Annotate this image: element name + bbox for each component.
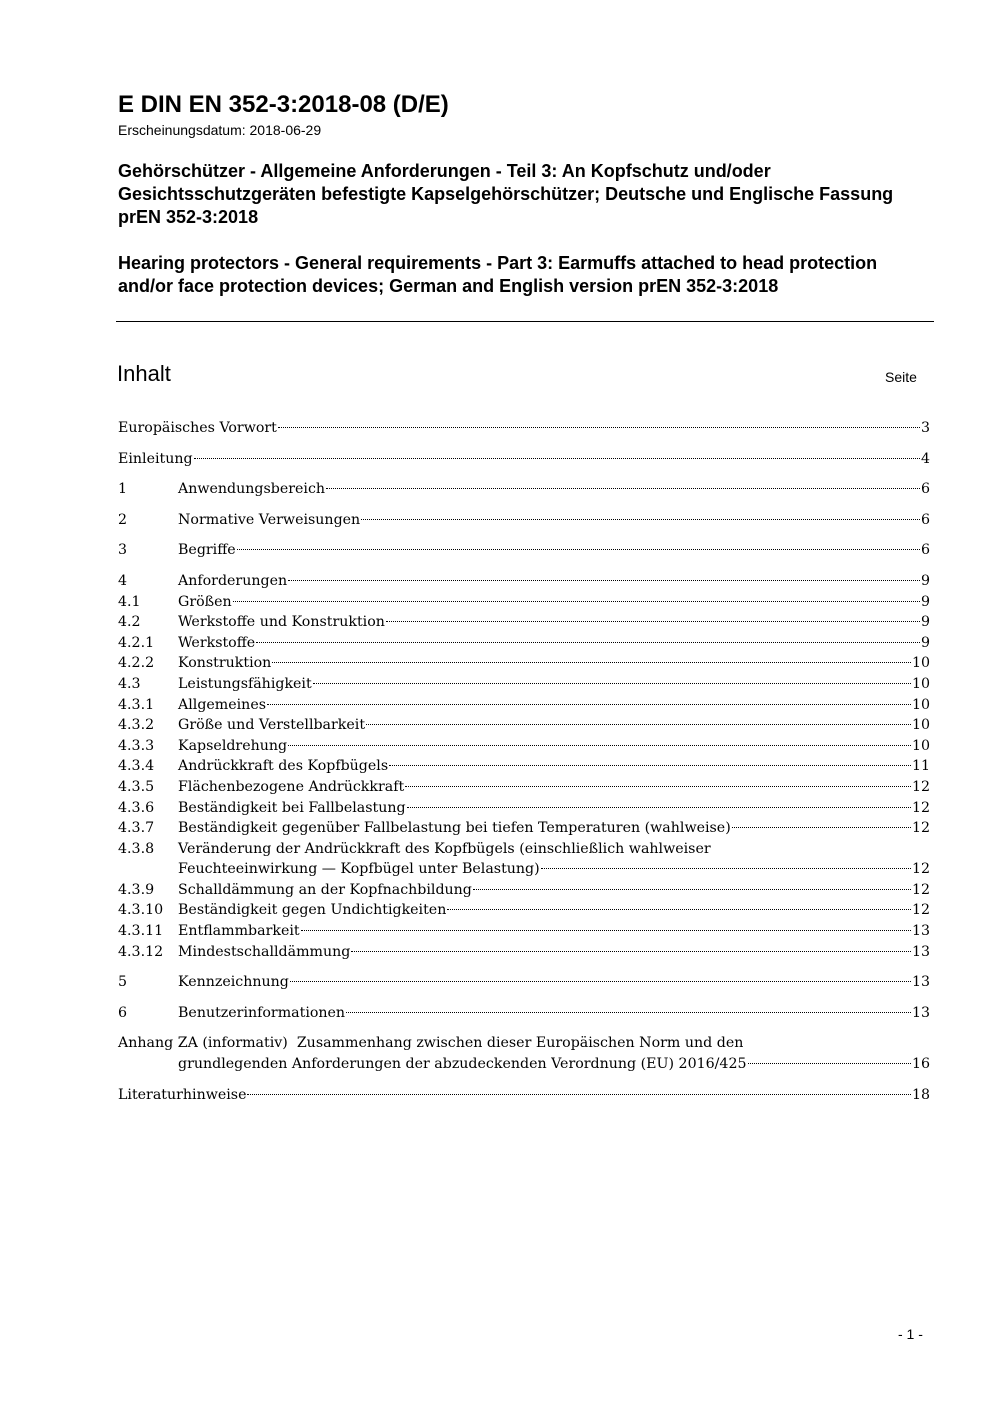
toc-entry[interactable] — [118, 653, 930, 674]
toc-entry-page: 9 — [920, 614, 930, 631]
toc-entry[interactable] — [118, 777, 930, 798]
toc-entry[interactable] — [118, 449, 930, 470]
dot-leader — [194, 457, 920, 459]
toc-entry-title: Europäisches Vorwort — [118, 420, 277, 436]
toc-entry[interactable] — [118, 418, 930, 439]
toc-entry[interactable] — [118, 839, 930, 880]
toc-entry[interactable] — [118, 818, 930, 839]
toc-entry-page: 9 — [920, 634, 930, 651]
toc-entry-number: 4.1 — [118, 593, 141, 610]
toc-entry-title: Beständigkeit gegen Undichtigkeiten — [178, 902, 447, 919]
toc-entry-page: 13 — [911, 943, 930, 960]
toc-entry[interactable] — [118, 942, 930, 963]
toc-entry-page: 12 — [911, 902, 930, 919]
dot-leader — [447, 908, 911, 910]
toc-entry-page: 12 — [911, 881, 930, 898]
toc-entry-page: 13 — [911, 1004, 930, 1021]
toc-entry-number: 4.3.11 — [118, 923, 164, 940]
toc-entry-title: Werkstoffe — [178, 634, 256, 651]
document-id: E DIN EN 352-3:2018-08 (D/E) — [118, 91, 449, 118]
dot-leader — [267, 703, 911, 705]
toc-entry-title: Anforderungen — [178, 572, 288, 589]
toc-entry[interactable] — [118, 592, 930, 613]
toc-entry-title-line2: Feuchteeinwirkung — Kopfbügel unter Belastung) — [178, 861, 540, 878]
toc-entry[interactable] — [118, 715, 930, 736]
dot-leader — [247, 1093, 910, 1095]
toc-entry-page: 10 — [911, 655, 930, 672]
dot-leader — [351, 950, 911, 952]
toc-entry[interactable] — [118, 798, 930, 819]
title-german: Gehörschützer - Allgemeine Anforderungen - Teil 3: An Kopfschutz und/oder Gesichtsschutzgeräten befestigte Kapselgehörschützer; Deutsche und Englische Fassung prEN 352-3:2018 — [118, 161, 894, 227]
publication-date: Erscheinungsdatum: 2018-06-29 — [118, 122, 322, 138]
toc-entry-page: 10 — [911, 696, 930, 713]
toc-entry-number: 4.3.5 — [118, 778, 155, 795]
toc-entry-number: 4.3.2 — [118, 717, 155, 734]
toc-entry[interactable] — [118, 571, 930, 592]
dot-leader — [278, 426, 920, 428]
toc-entry-title: Werkstoffe und Konstruktion — [178, 614, 385, 631]
toc-entry-page: 12 — [911, 861, 930, 878]
toc-entry-page: 12 — [911, 820, 930, 837]
toc-entry-number: 4.2.1 — [118, 634, 155, 651]
toc-entry-title: Anwendungsbereich — [178, 481, 326, 498]
dot-leader — [288, 744, 911, 746]
table-of-contents — [118, 418, 930, 1105]
toc-entry-title: Beständigkeit gegenüber Fallbelastung bei tiefen Temperaturen (wahlweise) — [178, 820, 731, 837]
toc-entry-number: 4.3.6 — [118, 799, 155, 816]
toc-entry-title: Schalldämmung an der Kopfnachbildung — [178, 881, 472, 898]
toc-entry-page: 3 — [920, 420, 930, 436]
toc-entry-number: 4.3.4 — [118, 758, 155, 775]
toc-entry-title: Literaturhinweise — [118, 1086, 247, 1103]
toc-entry-title: Größen — [178, 593, 232, 610]
toc-entry-page: 9 — [920, 593, 930, 610]
toc-entry-title: Größe und Verstellbarkeit — [178, 717, 366, 734]
toc-entry-page: 4 — [920, 450, 930, 467]
page-number: - 1 - — [898, 1326, 923, 1342]
toc-entry-page: 6 — [920, 542, 930, 559]
toc-entry-number: 2 — [118, 511, 128, 528]
toc-entry-page: 16 — [911, 1056, 930, 1073]
toc-entry-title: Allgemeines — [178, 696, 266, 713]
dot-leader — [361, 518, 920, 520]
toc-entry-number: 1 — [118, 481, 128, 498]
toc-entry[interactable] — [118, 510, 930, 531]
toc-entry[interactable] — [118, 756, 930, 777]
toc-entry-number: 6 — [118, 1004, 128, 1021]
toc-entry-page: 10 — [911, 737, 930, 754]
toc-entry-title: Kapseldrehung — [178, 737, 288, 754]
toc-entry-title: Benutzerinformationen — [178, 1004, 346, 1021]
dot-leader — [748, 1062, 911, 1064]
dot-leader — [366, 723, 911, 725]
toc-entry[interactable] — [118, 1003, 930, 1024]
page-column-label: Seite — [885, 369, 917, 385]
toc-entry[interactable] — [118, 1085, 930, 1106]
toc-entry[interactable] — [118, 921, 930, 942]
toc-entry[interactable] — [118, 736, 930, 757]
toc-entry-title: Begriffe — [178, 542, 236, 559]
toc-entry-title: Kennzeichnung — [178, 974, 289, 991]
toc-entry-number: 5 — [118, 974, 128, 991]
toc-entry-page: 9 — [920, 572, 930, 589]
toc-entry-page: 12 — [911, 799, 930, 816]
dot-leader — [732, 826, 911, 828]
toc-entry[interactable] — [118, 612, 930, 633]
toc-entry[interactable] — [118, 900, 930, 921]
toc-entry-title: Einleitung — [118, 450, 193, 467]
toc-entry[interactable] — [118, 1033, 930, 1074]
dot-leader — [237, 548, 920, 550]
toc-entry[interactable] — [118, 674, 930, 695]
toc-entry-title: Beständigkeit bei Fallbelastung — [178, 799, 406, 816]
dot-leader — [541, 867, 911, 869]
toc-entry-page: 11 — [911, 758, 930, 775]
toc-entry-number: 4.3.9 — [118, 881, 155, 898]
header-divider — [116, 321, 934, 322]
toc-entry-title: Leistungsfähigkeit — [178, 675, 312, 692]
toc-entry[interactable] — [118, 479, 930, 500]
dot-leader — [389, 764, 911, 766]
toc-entry-title: Normative Verweisungen — [178, 511, 361, 528]
toc-entry-page: 6 — [920, 481, 930, 498]
toc-entry-page: 10 — [911, 717, 930, 734]
toc-entry[interactable] — [118, 972, 930, 993]
dot-leader — [301, 929, 911, 931]
dot-leader — [288, 579, 920, 581]
dot-leader — [233, 600, 920, 602]
dot-leader — [407, 806, 911, 808]
toc-entry-page: 10 — [911, 675, 930, 692]
toc-entry-number: 4.3.10 — [118, 902, 164, 919]
toc-entry-title: Entflammbarkeit — [178, 923, 300, 940]
dot-leader — [272, 661, 911, 663]
toc-entry-page: 12 — [911, 778, 930, 795]
toc-entry-number: 4.3.3 — [118, 737, 155, 754]
toc-entry-title: Flächenbezogene Andrückkraft — [178, 778, 405, 795]
toc-heading: Inhalt — [117, 361, 171, 386]
toc-entry[interactable] — [118, 880, 930, 901]
toc-entry-page: 13 — [911, 923, 930, 940]
toc-entry-page: 13 — [911, 974, 930, 991]
toc-entry-number: 4.3.12 — [118, 943, 164, 960]
toc-entry-number: 4.2 — [118, 614, 141, 631]
toc-entry[interactable] — [118, 540, 930, 561]
toc-entry-title: Konstruktion — [178, 655, 272, 672]
dot-leader — [386, 620, 920, 622]
dot-leader — [405, 785, 911, 787]
toc-entry[interactable] — [118, 633, 930, 654]
toc-entry-number: 4.2.2 — [118, 655, 155, 672]
dot-leader — [313, 682, 911, 684]
dot-leader — [326, 487, 920, 489]
title-english: Hearing protectors - General requirements - Part 3: Earmuffs attached to head protection and/or face protection devices; German and English version prEN 352-3:2018 — [118, 253, 878, 296]
dot-leader — [256, 641, 920, 643]
toc-entry-number: 4.3.8 — [118, 840, 155, 857]
toc-entry-page: 6 — [920, 511, 930, 528]
dot-leader — [346, 1011, 911, 1013]
toc-entry-number: 4.3 — [118, 675, 141, 692]
toc-entry-title-line1: Veränderung der Andrückkraft des Kopfbügels (einschließlich wahlweiser — [178, 840, 711, 857]
toc-entry-number: 4.3.1 — [118, 696, 155, 713]
toc-entry-title-line2: grundlegenden Anforderungen der abzudeckenden Verordnung (EU) 2016/425 — [178, 1056, 747, 1073]
dot-leader — [290, 980, 911, 982]
dot-leader — [473, 888, 911, 890]
toc-entry-title: Mindestschalldämmung — [178, 943, 351, 960]
toc-entry-number: 3 — [118, 542, 128, 559]
toc-entry-page: 18 — [911, 1086, 930, 1103]
toc-entry-number: 4 — [118, 572, 128, 589]
toc-entry-title-line1: Anhang ZA (informativ) Zusammenhang zwischen dieser Europäischen Norm und den — [118, 1035, 744, 1052]
toc-entry-number: 4.3.7 — [118, 820, 155, 837]
toc-entry[interactable] — [118, 695, 930, 716]
toc-entry-title: Andrückkraft des Kopfbügels — [178, 758, 389, 775]
